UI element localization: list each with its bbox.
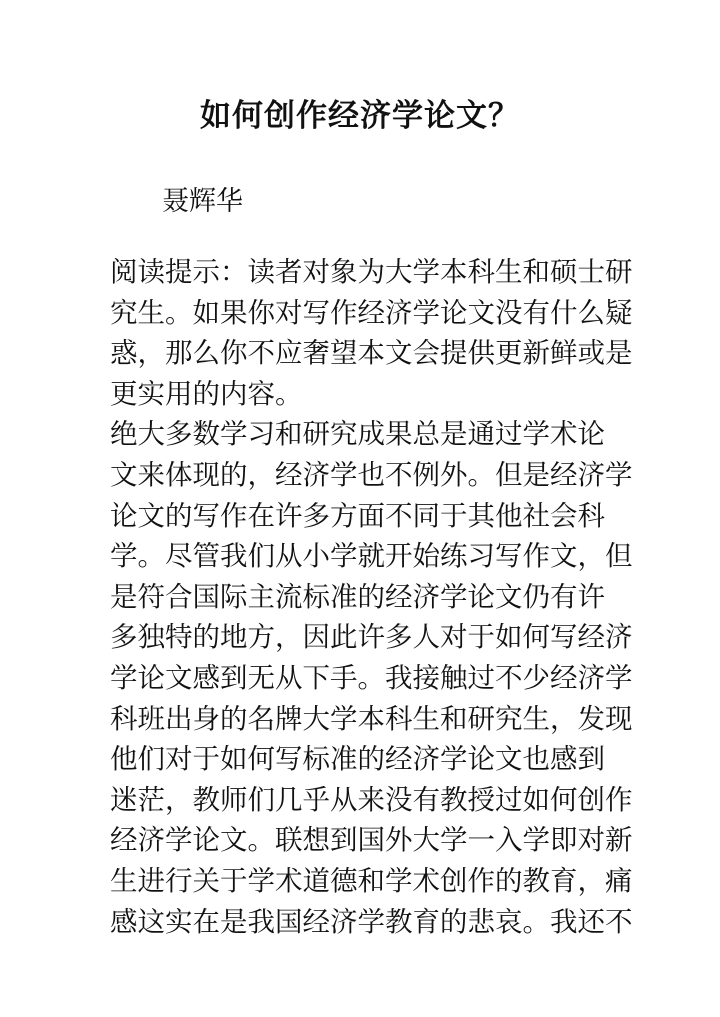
text-line: 论文的写作在许多方面不同于其他社会科 (110, 499, 605, 532)
text-line: 惑，那么你不应奢望本文会提供更新鲜或是 (110, 337, 633, 370)
text-line: 究生。如果你对写作经济学论文没有什么疑 (110, 296, 633, 329)
document-title: 如何创作经济学论文？ (200, 98, 520, 134)
text-line: 学。尽管我们从小学就开始练习写作文，但 (110, 540, 633, 573)
text-line: 他们对于如何写标准的经济学论文也感到 (110, 743, 605, 776)
text-line: 学论文感到无从下手。我接触过不少经济学 (110, 661, 633, 694)
text-line: 更实用的内容。 (110, 377, 303, 410)
text-line: 经济学论文。联想到国外大学一入学即对新 (110, 824, 633, 857)
body-text (110, 252, 633, 942)
text-line: 感这实在是我国经济学教育的悲哀。我还不 (110, 905, 633, 938)
text-line: 绝大多数学习和研究成果总是通过学术论 (110, 418, 605, 451)
author-name: 聂辉华 (162, 186, 243, 217)
text-line: 多独特的地方，因此许多人对于如何写经济 (110, 621, 633, 654)
text-line: 迷茫，教师们几乎从来没有教授过如何创作 (110, 783, 633, 816)
text-line: 生进行关于学术道德和学术创作的教育，痛 (110, 864, 633, 897)
text-line: 文来体现的，经济学也不例外。但是经济学 (110, 458, 633, 491)
text-line: 科班出身的名牌大学本科生和研究生，发现 (110, 702, 633, 735)
text-line: 阅读提示：读者对象为大学本科生和硕士研 (110, 256, 633, 288)
text-line: 是符合国际主流标准的经济学论文仍有许 (110, 580, 605, 613)
